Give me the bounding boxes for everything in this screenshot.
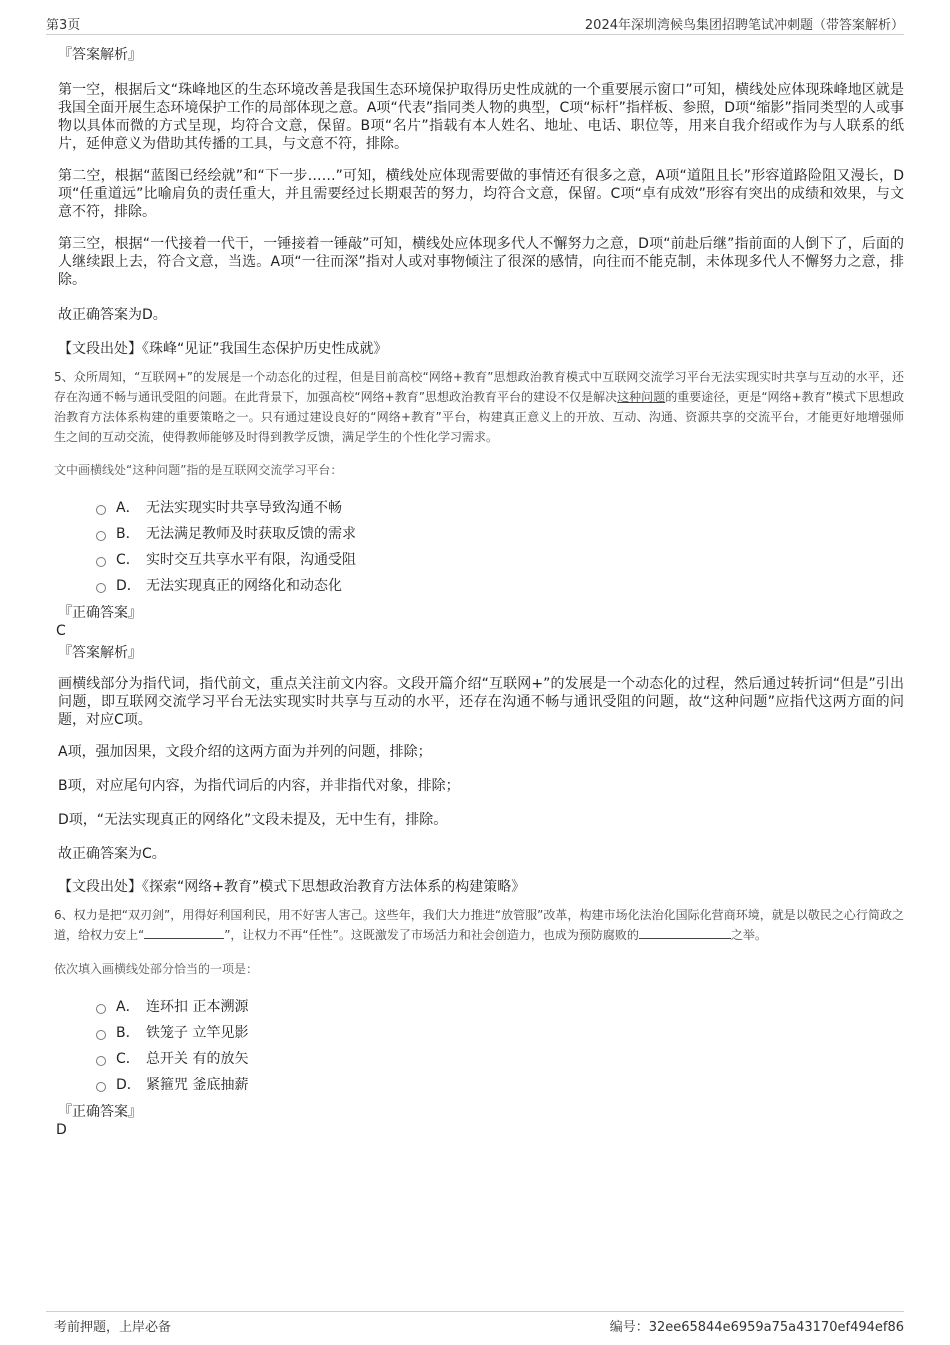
q6-option-c[interactable] <box>96 1046 904 1072</box>
q4-analysis-para-2: 第二空，根据“蓝图已经绘就”和“下一步……”可知，横线处应体现需要做的事情还有很多之意，A项“道阻且长”形容道路险阻又漫长，D项“任重道远”比喻肩负的责任重大，并且需要经过长期艰苦的努力，均符合文意，保留。C项“卓有成效”形容有突出的成绩和效果，与文意不符，排除。 <box>58 168 904 220</box>
option-letter: B． <box>116 526 140 542</box>
option-letter: B． <box>116 1025 140 1041</box>
q5-analysis-para-3: B项，对应尾句内容，为指代词后的内容，并非指代对象，排除； <box>58 778 460 794</box>
q6-blank-1 <box>144 926 224 939</box>
q5-options <box>96 495 904 599</box>
q6-prompt: 依次填入画横线处部分恰当的一项是： <box>54 962 259 976</box>
footer-slogan: 考前押题，上岸必备 <box>54 1320 172 1335</box>
q5-underlined-phrase: 这种问题 <box>617 390 666 404</box>
q6-option-b[interactable] <box>96 1020 904 1046</box>
option-text: 无法实现实时共享导致沟通不畅 <box>146 500 342 516</box>
q4-analysis-para-1: 第一空，根据后文“珠峰地区的生态环境改善是我国生态环境保护取得历史性成就的一个重要展示窗口”可知，横线处应体现珠峰地区就是我国全面开展生态环境保护工作的局部体现之意。A项“代表”指同类人物的典型，C项“标杆”指样板、参照，D项“缩影”指同类型的人或事物以具体而微的方式呈现，均符合文意，保留。B项“名片”指载有本人姓名、地址、电话、职位等，用来自我介绍或作为与人联系的纸片，延伸意义为借助其传播的工具，与文意不符，排除。 <box>58 82 904 152</box>
q5-option-a[interactable] <box>96 495 904 521</box>
q5-option-b[interactable] <box>96 521 904 547</box>
q6-option-d[interactable] <box>96 1072 904 1098</box>
radio-icon[interactable] <box>96 583 106 593</box>
q5-conclusion: 故正确答案为C。 <box>58 846 166 862</box>
document-serial: 编号：32ee65844e6959a75a43170ef494ef86 <box>609 1320 904 1335</box>
q5-analysis-title: 『答案解析』 <box>58 645 142 661</box>
q6-option-a[interactable] <box>96 994 904 1020</box>
q4-analysis-para-3: 第三空，根据“一代接着一代干，一锤接着一锤敲”可知，横线处应体现多代人不懈努力之意，D项“前赴后继”指前面的人倒下了，后面的人继续跟上去，符合文意，当选。A项“一往而深”指对人或对事物倾注了很深的感情，向往而不能克制，未体现多代人不懈努力之意，排除。 <box>58 236 904 288</box>
q6-stem-part-1: 6、权力是把“双刃剑”，用得好利国利民，用不好害人害己。这些年，我们大力推进“放管服”改革，构建市场化法治化国际化营商环境，就是以敬民之心行简政之道，给权力安上“ <box>54 908 904 942</box>
q6-stem <box>54 905 904 945</box>
q5-analysis-para-2: A项，强加因果，文段介绍的这两方面为并列的问题，排除； <box>58 744 432 760</box>
q5-correct-title: 『正确答案』 <box>58 605 142 621</box>
option-text: 实时交互共享水平有限，沟通受阻 <box>146 552 356 568</box>
q6-stem-part-3: 之举。 <box>730 928 767 942</box>
q5-option-d[interactable] <box>96 573 904 599</box>
q5-analysis-para-1: 画横线部分为指代词，指代前文，重点关注前文内容。文段开篇介绍“互联网+”的发展是一个动态化的过程，然后通过转折词“但是”引出问题，即互联网交流学习平台无法实现实时共享与互动的水平，还存在沟通不畅与通讯受阻的问题，故“这种问题”应指代这两方面的问题，对应C项。 <box>58 676 904 728</box>
option-text: 总开关 有的放矢 <box>146 1051 249 1067</box>
radio-icon[interactable] <box>96 1056 106 1066</box>
option-text: 无法满足教师及时获取反馈的需求 <box>146 526 356 542</box>
option-text: 紧箍咒 釜底抽薪 <box>146 1077 249 1093</box>
option-text: 铁笼子 立竿见影 <box>146 1025 249 1041</box>
q5-source: 【文段出处】《探索“网络+教育”模式下思想政治教育方法体系的构建策略》 <box>58 879 526 895</box>
q6-blank-2 <box>639 926 731 939</box>
main-content <box>46 46 904 1139</box>
q6-correct-answer: D <box>56 1122 67 1138</box>
radio-icon[interactable] <box>96 1030 106 1040</box>
q5-analysis-para-4: D项，“无法实现真正的网络化”文段未提及，无中生有，排除。 <box>58 812 448 828</box>
option-letter: C． <box>116 1051 140 1067</box>
option-text: 连环扣 正本溯源 <box>146 999 249 1015</box>
q5-stem-before: 5、众所周知，“互联网+”的发展是一个动态化的过程，但是目前高校“网络+教育”思想政治教育模式中互联网交流学习平台无法实现实时共享与互动的水平，还存在沟通不畅与通讯受阻的问题。在此背景下，加强高校“网络+教育”思想政治教育平台的建设不仅是解决 <box>54 370 904 404</box>
q6-correct-title: 『正确答案』 <box>58 1104 142 1120</box>
page-header <box>46 12 904 35</box>
q5-correct-answer: C <box>56 623 66 639</box>
q4-conclusion: 故正确答案为D。 <box>58 307 167 323</box>
option-letter: A． <box>116 500 140 516</box>
option-letter: D． <box>116 1077 141 1093</box>
radio-icon[interactable] <box>96 557 106 567</box>
option-text: 无法实现真正的网络化和动态化 <box>146 578 342 594</box>
q4-analysis-title: 『答案解析』 <box>58 47 142 63</box>
radio-icon[interactable] <box>96 1004 106 1014</box>
document-title: 2024年深圳湾候鸟集团招聘笔试冲刺题（带答案解析） <box>584 18 904 33</box>
radio-icon[interactable] <box>96 1082 106 1092</box>
q5-option-c[interactable] <box>96 547 904 573</box>
q5-stem <box>54 367 904 447</box>
option-letter: A． <box>116 999 140 1015</box>
option-letter: C． <box>116 552 140 568</box>
q6-stem-part-2: ”，让权力不再“任性”。这既激发了市场活力和社会创造力，也成为预防腐败的 <box>224 928 639 942</box>
q4-source: 【文段出处】《珠峰“见证”我国生态保护历史性成就》 <box>58 341 388 357</box>
radio-icon[interactable] <box>96 531 106 541</box>
option-letter: D． <box>116 578 141 594</box>
radio-icon[interactable] <box>96 505 106 515</box>
page-number: 第3页 <box>46 18 81 33</box>
page-footer <box>46 1311 904 1334</box>
q5-stem-after: 的重要途径，更是“网络+教育”模式下思想政治教育方法体系构建的重要策略之一。只有通过建设良好的“网络+教育”平台，构建真正意义上的开放、互动、沟通、资源共享的交流平台，才能更好地增强师生之间的互动交流，使得教师能够及时得到教学反馈，满足学生的个性化学习需求。 <box>54 390 904 444</box>
q6-options <box>96 994 904 1098</box>
q5-prompt: 文中画横线处“这种问题”指的是互联网交流学习平台： <box>54 463 343 477</box>
